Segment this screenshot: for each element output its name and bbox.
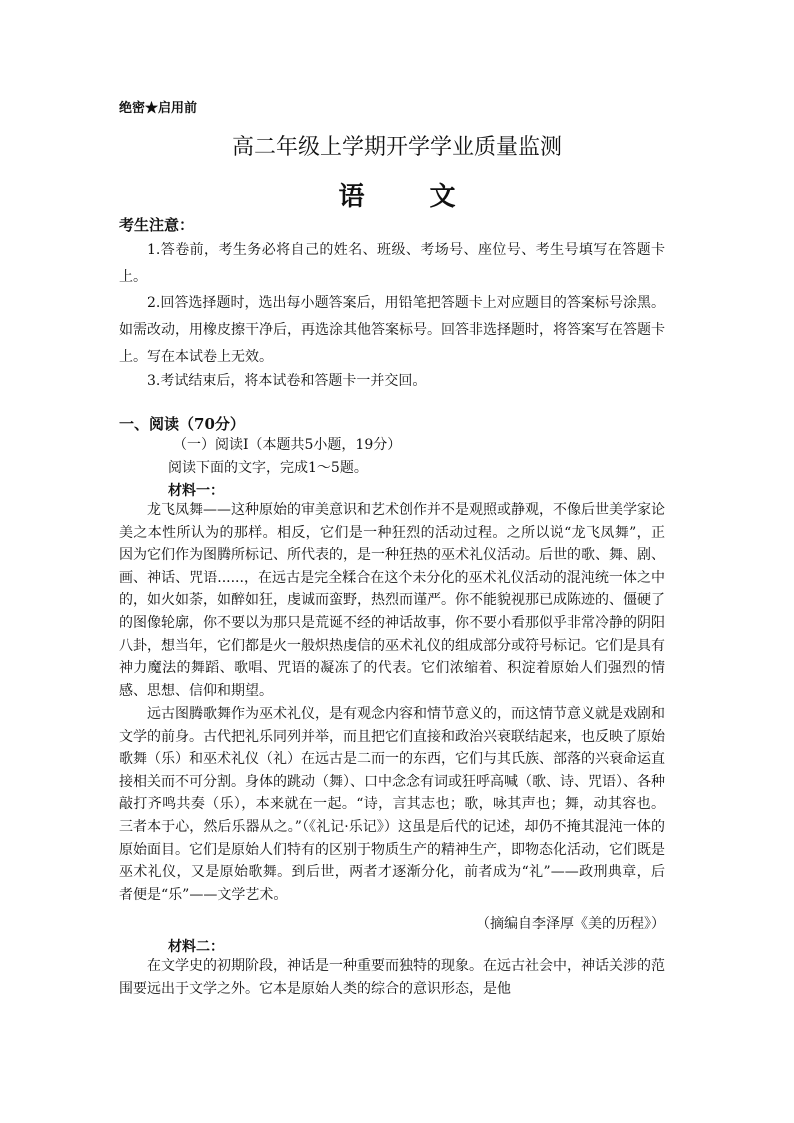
confidential-label: 绝密★启用前 (119, 101, 198, 116)
notice-item: 1.答卷前，考生务必将自己的姓名、班级、考场号、座位号、考生号填写在答题卡上。 (119, 242, 665, 285)
section-heading: 一、阅读（70分） (119, 415, 245, 433)
material-two-label: 材料二： (168, 939, 224, 955)
material-one-paragraph: 远古图腾歌舞作为巫术礼仪，是有观念内容和情节意义的，而这情节意义就是戏剧和文学的前身。古代把礼乐同列并举，而且把它们直接和政治兴衰联结起来，也反映了原始歌舞（乐）和巫术礼仪（礼）在远古是二而一的东西，它们与其氏族、部落的兴衰命运直接相关而不可分割。身体的跳动（舞）、口中念念有词或狂呼高喊（歌、诗、咒语）、各种敲打齐鸣共奏（乐），本来就在一起。“诗，言其志也；歌，咏其声也；舞，动其容也。三者本于心，然后乐器从之。”（《礼记·乐记》）这虽是后代的记述，却仍不掩其混沌一体的原始面目。它们是原始人们特有的区别于物质生产的精神生产，即物态化活动，它们既是巫术礼仪，又是原始歌舞。到后世，两者才逐渐分化，前者成为“礼”——政刑典章，后者便是“乐”——文学艺术。 (119, 706, 665, 903)
subject-title: 语 文 (338, 182, 484, 212)
reading-instruction: 阅读下面的文字，完成1～5题。 (168, 460, 368, 476)
source-citation: （摘编自李泽厚《美的历程》） (476, 916, 665, 932)
material-one-label: 材料一： (168, 483, 224, 499)
notice-item: 3.考试结束后，将本试卷和答题卡一并交回。 (147, 373, 427, 389)
notice-item: 2.回答选择题时，选出每小题答案后，用铅笔把答题卡上对应题目的答案标号涂黑。如需改动，用橡皮擦干净后，再选涂其他答案标号。回答非选择题时，将答案写在答题卡上。写在本试卷上无效。 (119, 295, 665, 365)
material-one-paragraph: 龙飞凤舞——这种原始的审美意识和艺术创作并不是观照或静观，不像后世美学家论美之本性所认为的那样。相反，它们是一种狂烈的活动过程。之所以说“龙飞凤舞”，正因为它们作为图腾所标记、所代表的，是一种狂热的巫术礼仪活动。后世的歌、舞、剧、画、神话、咒语......，在远古是完全糅合在这个未分化的巫术礼仪活动的混沌统一体之中的，如火如荼，如醉如狂，虔诚而蛮野，热烈而谨严。你不能貌视那已成陈迹的、僵硬了的图像轮廓，你不要以为那只是荒诞不经的神话故事，你不要小看那似乎非常冷静的阴阳八卦，想当年，它们都是火一般炽热虔信的巫术礼仪的组成部分或符号标记。它们是具有神力魔法的舞蹈、歌唱、咒语的凝冻了的代表。它们浓缩着、积淀着原始人们强烈的情感、思想、信仰和期望。 (119, 502, 665, 699)
notice-heading: 考生注意： (119, 216, 195, 234)
exam-title: 高二年级上学期开学学业质量监测 (231, 135, 562, 160)
section-subheading: （一）阅读Ⅰ（本题共5小题，19分） (173, 437, 402, 453)
material-two-paragraph: 在文学史的初期阶段，神话是一种重要而独特的现象。在远古社会中，神话关涉的范围要远出于文学之外。它本是原始人类的综合的意识形态，是他 (119, 958, 665, 997)
